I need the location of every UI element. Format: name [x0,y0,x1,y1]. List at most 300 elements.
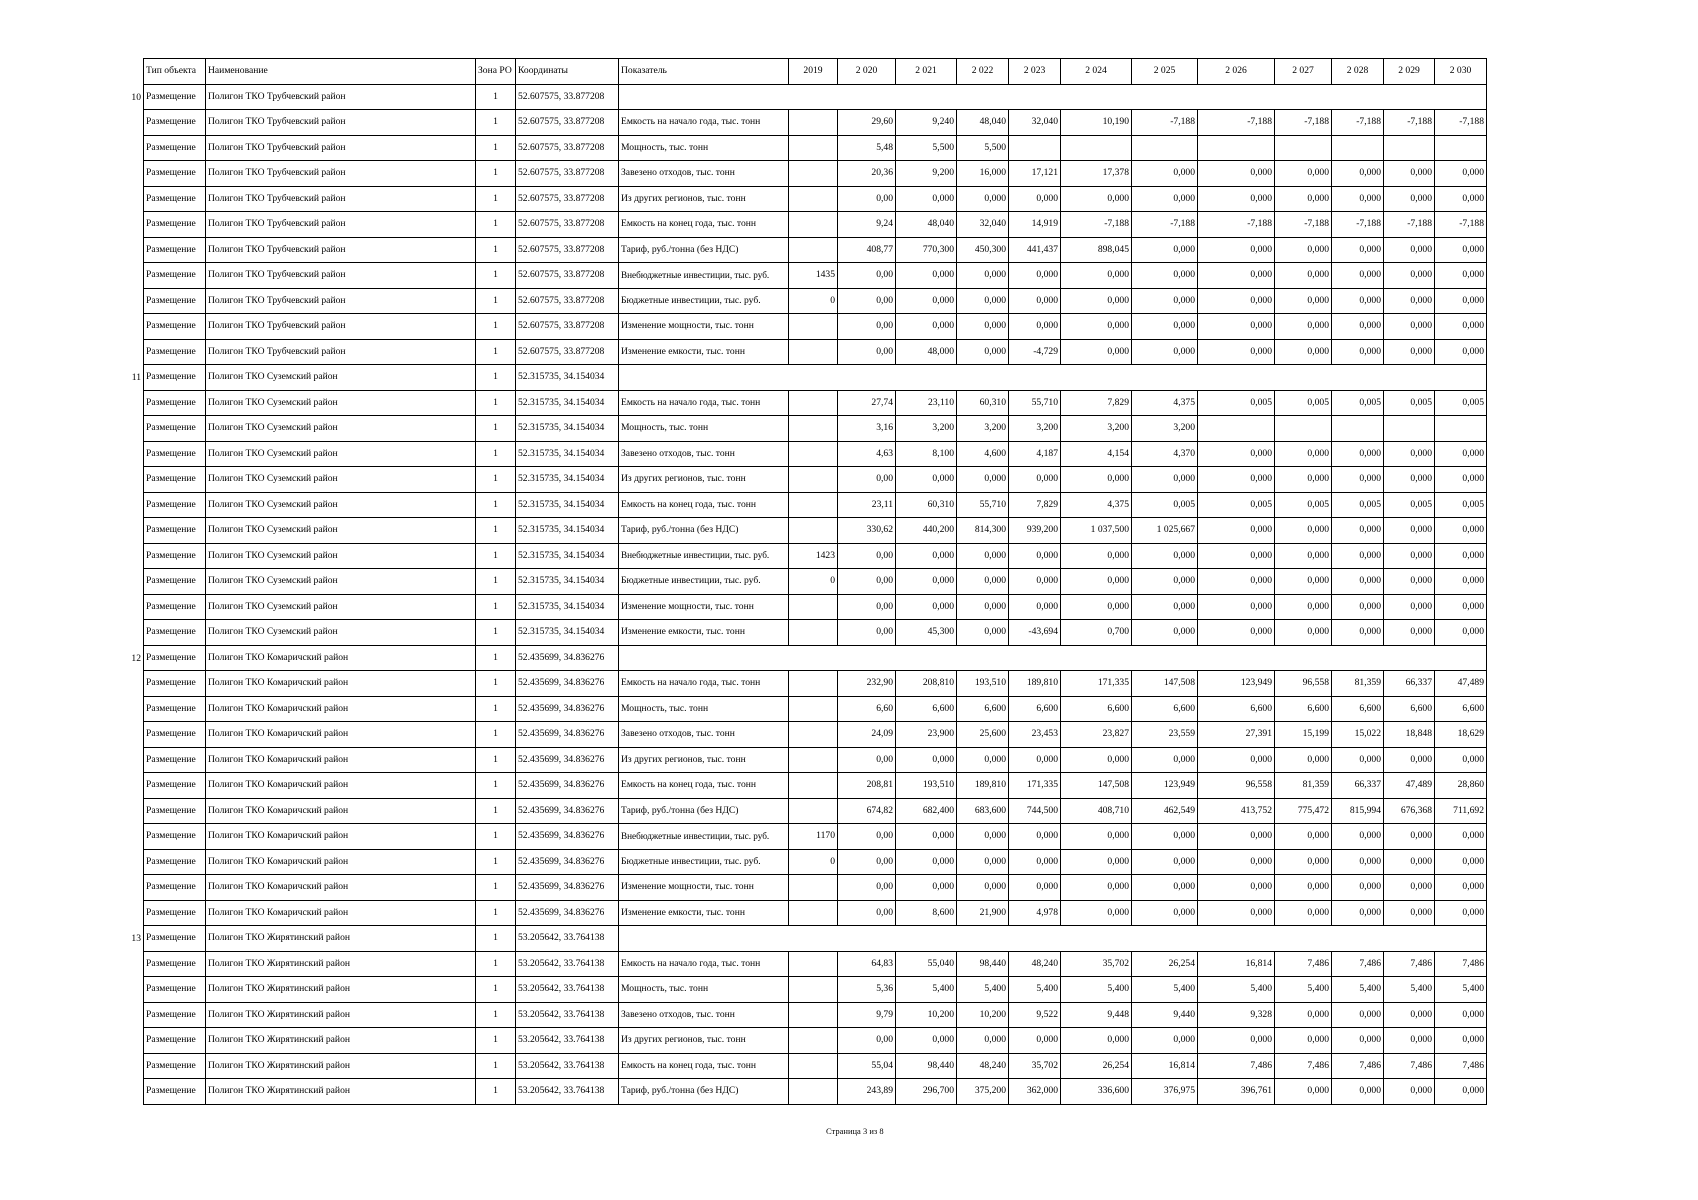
value-cell: 23,559 [1132,722,1198,748]
value-cell: 6,600 [1384,696,1435,722]
value-cell: 23,11 [838,492,896,518]
object-name-cell: Полигон ТКО Суземский район [206,569,476,595]
table-row [144,1053,1487,1079]
column-header: 2 025 [1132,59,1198,85]
value-cell: 0,000 [1198,824,1275,850]
value-cell: 55,040 [896,951,957,977]
table-row [144,543,1487,569]
value-cell: 0,000 [1435,543,1487,569]
object-type-cell: Размещение [144,824,206,850]
value-cell: 0,000 [896,569,957,595]
value-cell: 7,486 [1275,951,1332,977]
value-cell [789,722,838,748]
zone-cell: 1 [476,1002,516,1028]
object-name-cell: Полигон ТКО Трубчевский район [206,288,476,314]
zone-cell: 1 [476,161,516,187]
table-row [144,1028,1487,1054]
coords-cell: 52.315735, 34.154034 [516,365,619,391]
value-cell: 0,000 [1009,594,1061,620]
value-cell: 9,440 [1132,1002,1198,1028]
value-cell: 4,370 [1132,441,1198,467]
value-cell: 0,000 [1061,824,1132,850]
coords-cell: 52.607575, 33.877208 [516,212,619,238]
value-cell: 7,486 [1198,1053,1275,1079]
column-header: 2 020 [838,59,896,85]
value-cell: 0,005 [1132,492,1198,518]
value-cell [1132,135,1198,161]
value-cell: -7,188 [1198,212,1275,238]
value-cell: 5,400 [1061,977,1132,1003]
value-cell [789,492,838,518]
value-cell: 0,000 [1332,441,1384,467]
coords-cell: 53.205642, 33.764138 [516,1002,619,1028]
value-cell: 9,200 [896,161,957,187]
value-cell: 0,00 [838,824,896,850]
value-cell: -4,729 [1009,339,1061,365]
value-cell: 0 [789,288,838,314]
zone-cell: 1 [476,798,516,824]
value-cell: 3,200 [957,416,1009,442]
object-name-cell: Полигон ТКО Суземский район [206,390,476,416]
indicator-cell: Завезено отходов, тыс. тонн [619,1002,789,1028]
object-type-cell: Размещение [144,696,206,722]
indicator-cell: Емкость на начало года, тыс. тонн [619,110,789,136]
value-cell: 0,00 [838,849,896,875]
value-cell: 5,400 [1435,977,1487,1003]
object-type-cell: Размещение [144,798,206,824]
value-cell [1275,416,1332,442]
coords-cell: 52.435699, 34.836276 [516,696,619,722]
value-cell [789,390,838,416]
value-cell: 0,000 [1132,1028,1198,1054]
indicator-cell: Изменение емкости, тыс. тонн [619,339,789,365]
coords-cell: 52.435699, 34.836276 [516,824,619,850]
value-cell: 0,000 [1132,263,1198,289]
value-cell: 0,000 [957,620,1009,646]
object-name-cell: Полигон ТКО Суземский район [206,518,476,544]
value-cell: 0,000 [1061,747,1132,773]
value-cell: 0,000 [1332,518,1384,544]
value-cell: 0,00 [838,467,896,493]
column-header: 2 029 [1384,59,1435,85]
object-type-cell: Размещение [144,1028,206,1054]
value-cell [789,951,838,977]
value-cell [1198,135,1275,161]
value-cell: 23,827 [1061,722,1132,748]
value-cell: 96,558 [1275,671,1332,697]
section-header-row [144,84,1487,110]
value-cell: 336,600 [1061,1079,1132,1105]
value-cell: 0,000 [1132,849,1198,875]
value-cell: 0,000 [1061,288,1132,314]
value-cell: 0,000 [1384,339,1435,365]
column-header: 2 026 [1198,59,1275,85]
value-cell: 6,600 [1061,696,1132,722]
value-cell: 48,240 [1009,951,1061,977]
value-cell: 0,000 [1275,747,1332,773]
table-row [144,467,1487,493]
value-cell: 0,000 [1275,518,1332,544]
value-cell: 0,000 [896,263,957,289]
value-cell: 0,000 [1061,569,1132,595]
object-name-cell: Полигон ТКО Комаричский район [206,824,476,850]
coords-cell: 53.205642, 33.764138 [516,1079,619,1105]
value-cell: 0,000 [1384,161,1435,187]
value-cell: 0,000 [1009,467,1061,493]
value-cell: 66,337 [1384,671,1435,697]
value-cell: 232,90 [838,671,896,697]
table-row [144,620,1487,646]
table-row [144,339,1487,365]
table-row [144,875,1487,901]
coords-cell: 52.435699, 34.836276 [516,773,619,799]
object-type-cell: Размещение [144,416,206,442]
value-cell: 4,978 [1009,900,1061,926]
value-cell: 0,000 [1009,186,1061,212]
value-cell: 21,900 [957,900,1009,926]
value-cell: -7,188 [1384,110,1435,136]
coords-cell: 53.205642, 33.764138 [516,977,619,1003]
value-cell: 0,000 [1332,161,1384,187]
coords-cell: 52.315735, 34.154034 [516,620,619,646]
coords-cell: 52.435699, 34.836276 [516,849,619,875]
value-cell [789,671,838,697]
value-cell [789,594,838,620]
value-cell: 6,600 [1198,696,1275,722]
table-row [144,977,1487,1003]
value-cell: 24,09 [838,722,896,748]
value-cell: 0,000 [1009,569,1061,595]
value-cell: 3,200 [1132,416,1198,442]
value-cell: 0,005 [1435,492,1487,518]
object-name-cell: Полигон ТКО Суземский район [206,441,476,467]
object-type-cell: Размещение [144,84,206,110]
value-cell: 0,000 [1332,1002,1384,1028]
value-cell: 0,000 [1332,849,1384,875]
value-cell: 0,000 [1198,620,1275,646]
value-cell: 0,000 [1435,849,1487,875]
value-cell: 9,240 [896,110,957,136]
value-cell: 0,000 [1435,900,1487,926]
object-name-cell: Полигон ТКО Суземский район [206,467,476,493]
object-type-cell: Размещение [144,620,206,646]
object-name-cell: Полигон ТКО Трубчевский район [206,263,476,289]
value-cell: 683,600 [957,798,1009,824]
coords-cell: 52.607575, 33.877208 [516,186,619,212]
value-cell: 0,000 [1384,900,1435,926]
value-cell: 6,600 [1275,696,1332,722]
value-cell: 711,692 [1435,798,1487,824]
value-cell: 0,000 [1132,161,1198,187]
table-row [144,824,1487,850]
value-cell: 0,000 [1275,1028,1332,1054]
value-cell: 0,005 [1384,492,1435,518]
value-cell: 7,486 [1435,1053,1487,1079]
indicator-cell: Из других регионов, тыс. тонн [619,1028,789,1054]
value-cell: 296,700 [896,1079,957,1105]
value-cell: 123,949 [1198,671,1275,697]
value-cell [789,1053,838,1079]
indicator-cell: Изменение мощности, тыс. тонн [619,314,789,340]
zone-cell: 1 [476,900,516,926]
object-type-cell: Размещение [144,671,206,697]
value-cell: 0,000 [1132,339,1198,365]
zone-cell: 1 [476,492,516,518]
object-name-cell: Полигон ТКО Суземский район [206,594,476,620]
zone-cell: 1 [476,467,516,493]
object-name-cell: Полигон ТКО Суземский район [206,543,476,569]
value-cell: 939,200 [1009,518,1061,544]
zone-cell: 1 [476,237,516,263]
coords-cell: 53.205642, 33.764138 [516,926,619,952]
page-footer: Страница 3 из 8 [826,1126,884,1136]
zone-cell: 1 [476,747,516,773]
table-row [144,798,1487,824]
value-cell: 23,110 [896,390,957,416]
object-type-cell: Размещение [144,365,206,391]
section-header-row [144,926,1487,952]
table-row [144,314,1487,340]
value-cell: 6,600 [896,696,957,722]
column-header: Показатель [619,59,789,85]
value-cell: 0,000 [1435,339,1487,365]
value-cell: 440,200 [896,518,957,544]
value-cell: 0,00 [838,569,896,595]
object-type-cell: Размещение [144,747,206,773]
zone-cell: 1 [476,696,516,722]
value-cell: 0,000 [1275,288,1332,314]
value-cell: 0,000 [1435,263,1487,289]
column-header: 2 022 [957,59,1009,85]
value-cell: 0,005 [1275,492,1332,518]
coords-cell: 52.315735, 34.154034 [516,569,619,595]
value-cell [789,773,838,799]
value-cell: 0,000 [1275,237,1332,263]
coords-cell: 52.607575, 33.877208 [516,110,619,136]
coords-cell: 52.435699, 34.836276 [516,747,619,773]
value-cell [789,314,838,340]
value-cell: 0,000 [1009,875,1061,901]
value-cell: 0,000 [1132,594,1198,620]
object-name-cell: Полигон ТКО Жирятинский район [206,1028,476,1054]
value-cell: 0,000 [1384,186,1435,212]
value-cell: 8,600 [896,900,957,926]
value-cell: 0,000 [1132,186,1198,212]
coords-cell: 52.607575, 33.877208 [516,237,619,263]
value-cell: 0,000 [1132,314,1198,340]
column-header: 2 030 [1435,59,1487,85]
value-cell: 0,000 [1332,1028,1384,1054]
zone-cell: 1 [476,594,516,620]
zone-cell: 1 [476,314,516,340]
value-cell: 770,300 [896,237,957,263]
value-cell: 16,814 [1198,951,1275,977]
coords-cell: 52.607575, 33.877208 [516,288,619,314]
value-cell: 0,000 [1061,900,1132,926]
value-cell [789,212,838,238]
value-cell: 98,440 [896,1053,957,1079]
value-cell: 0,000 [1198,288,1275,314]
value-cell: 0,000 [1384,441,1435,467]
indicator-cell: Емкость на начало года, тыс. тонн [619,671,789,697]
value-cell: 0,000 [1132,824,1198,850]
indicator-cell: Внебюджетные инвестиции, тыс. руб. [619,824,789,850]
value-cell: 413,752 [1198,798,1275,824]
object-type-cell: Размещение [144,569,206,595]
indicator-cell: Емкость на начало года, тыс. тонн [619,951,789,977]
value-cell: 0,000 [1384,824,1435,850]
value-cell: 0,000 [1009,824,1061,850]
value-cell: 396,761 [1198,1079,1275,1105]
indicator-cell: Тариф, руб./тонна (без НДС) [619,518,789,544]
column-header: 2 021 [896,59,957,85]
zone-cell: 1 [476,212,516,238]
value-cell: 0,00 [838,747,896,773]
zone-cell: 1 [476,186,516,212]
object-type-cell: Размещение [144,849,206,875]
value-cell: -7,188 [1061,212,1132,238]
table-row [144,569,1487,595]
value-cell: 0,000 [1198,339,1275,365]
value-cell: 0,000 [1435,518,1487,544]
value-cell: 35,702 [1009,1053,1061,1079]
value-cell: 9,328 [1198,1002,1275,1028]
value-cell: 48,240 [957,1053,1009,1079]
object-name-cell: Полигон ТКО Жирятинский район [206,926,476,952]
zone-cell: 1 [476,620,516,646]
value-cell: 5,400 [1332,977,1384,1003]
table-row [144,135,1487,161]
value-cell: 66,337 [1332,773,1384,799]
value-cell: 0,000 [1198,161,1275,187]
zone-cell: 1 [476,543,516,569]
value-cell: 98,440 [957,951,1009,977]
value-cell: 0,000 [957,1028,1009,1054]
value-cell: 81,359 [1332,671,1384,697]
object-name-cell: Полигон ТКО Трубчевский район [206,212,476,238]
object-name-cell: Полигон ТКО Комаричский район [206,773,476,799]
table-row [144,951,1487,977]
object-name-cell: Полигон ТКО Жирятинский район [206,1002,476,1028]
value-cell: 0,000 [1009,543,1061,569]
object-type-cell: Размещение [144,161,206,187]
coords-cell: 52.315735, 34.154034 [516,594,619,620]
object-type-cell: Размещение [144,288,206,314]
value-cell: 0,000 [1275,441,1332,467]
value-cell [1061,135,1132,161]
indicator-cell: Из других регионов, тыс. тонн [619,186,789,212]
coords-cell: 52.435699, 34.836276 [516,798,619,824]
value-cell: 171,335 [1061,671,1132,697]
value-cell: 0,000 [1275,1079,1332,1105]
table-row [144,671,1487,697]
coords-cell: 52.607575, 33.877208 [516,84,619,110]
value-cell: 8,100 [896,441,957,467]
object-name-cell: Полигон ТКО Комаричский район [206,849,476,875]
indicator-cell: Тариф, руб./тонна (без НДС) [619,1079,789,1105]
value-cell: 362,000 [1009,1079,1061,1105]
value-cell [1332,135,1384,161]
value-cell: 17,378 [1061,161,1132,187]
object-name-cell: Полигон ТКО Трубчевский район [206,186,476,212]
value-cell [789,161,838,187]
zone-cell: 1 [476,977,516,1003]
value-cell: 0,000 [1198,237,1275,263]
value-cell: 7,829 [1061,390,1132,416]
coords-cell: 52.315735, 34.154034 [516,390,619,416]
object-type-cell: Размещение [144,645,206,671]
table-row [144,773,1487,799]
value-cell: 682,400 [896,798,957,824]
value-cell: 0,000 [1332,747,1384,773]
object-name-cell: Полигон ТКО Жирятинский район [206,951,476,977]
value-cell: 0,000 [957,849,1009,875]
object-name-cell: Полигон ТКО Трубчевский район [206,135,476,161]
value-cell: 35,702 [1061,951,1132,977]
coords-cell: 52.607575, 33.877208 [516,135,619,161]
value-cell: 0,000 [1435,824,1487,850]
value-cell: 189,810 [1009,671,1061,697]
value-cell: 0,000 [957,467,1009,493]
value-cell: 0,000 [1009,314,1061,340]
value-cell: 0,000 [957,569,1009,595]
indicator-cell: Изменение мощности, тыс. тонн [619,875,789,901]
coords-cell: 52.607575, 33.877208 [516,339,619,365]
zone-cell: 1 [476,365,516,391]
value-cell [789,339,838,365]
value-cell: 0,000 [1332,900,1384,926]
value-cell: 0,000 [896,288,957,314]
object-type-cell: Размещение [144,722,206,748]
value-cell [789,1002,838,1028]
section-header-row [144,365,1487,391]
value-cell: 147,508 [1061,773,1132,799]
value-cell: 7,486 [1384,1053,1435,1079]
value-cell: 1170 [789,824,838,850]
object-name-cell: Полигон ТКО Суземский район [206,365,476,391]
column-header: Наименование [206,59,476,85]
column-header: 2019 [789,59,838,85]
value-cell: 3,16 [838,416,896,442]
value-cell: 0,000 [896,849,957,875]
value-cell: 28,860 [1435,773,1487,799]
value-cell: 0,000 [1275,543,1332,569]
value-cell: 0,000 [1384,875,1435,901]
value-cell: 0,000 [1384,747,1435,773]
value-cell: -7,188 [1198,110,1275,136]
value-cell: 29,60 [838,110,896,136]
value-cell: 462,549 [1132,798,1198,824]
indicator-cell: Емкость на конец года, тыс. тонн [619,212,789,238]
value-cell: 775,472 [1275,798,1332,824]
value-cell: 0,000 [896,467,957,493]
object-name-cell: Полигон ТКО Суземский район [206,492,476,518]
value-cell [789,747,838,773]
value-cell [789,518,838,544]
table-row [144,1002,1487,1028]
object-type-cell: Размещение [144,518,206,544]
value-cell: 0,000 [1384,569,1435,595]
value-cell: 4,187 [1009,441,1061,467]
value-cell: 18,629 [1435,722,1487,748]
object-type-cell: Размещение [144,441,206,467]
value-cell: 0,000 [1061,467,1132,493]
value-cell: 0,000 [1198,467,1275,493]
value-cell: 0,000 [1198,569,1275,595]
value-cell: 9,522 [1009,1002,1061,1028]
value-cell: 0,00 [838,875,896,901]
value-cell: 0,000 [1198,900,1275,926]
